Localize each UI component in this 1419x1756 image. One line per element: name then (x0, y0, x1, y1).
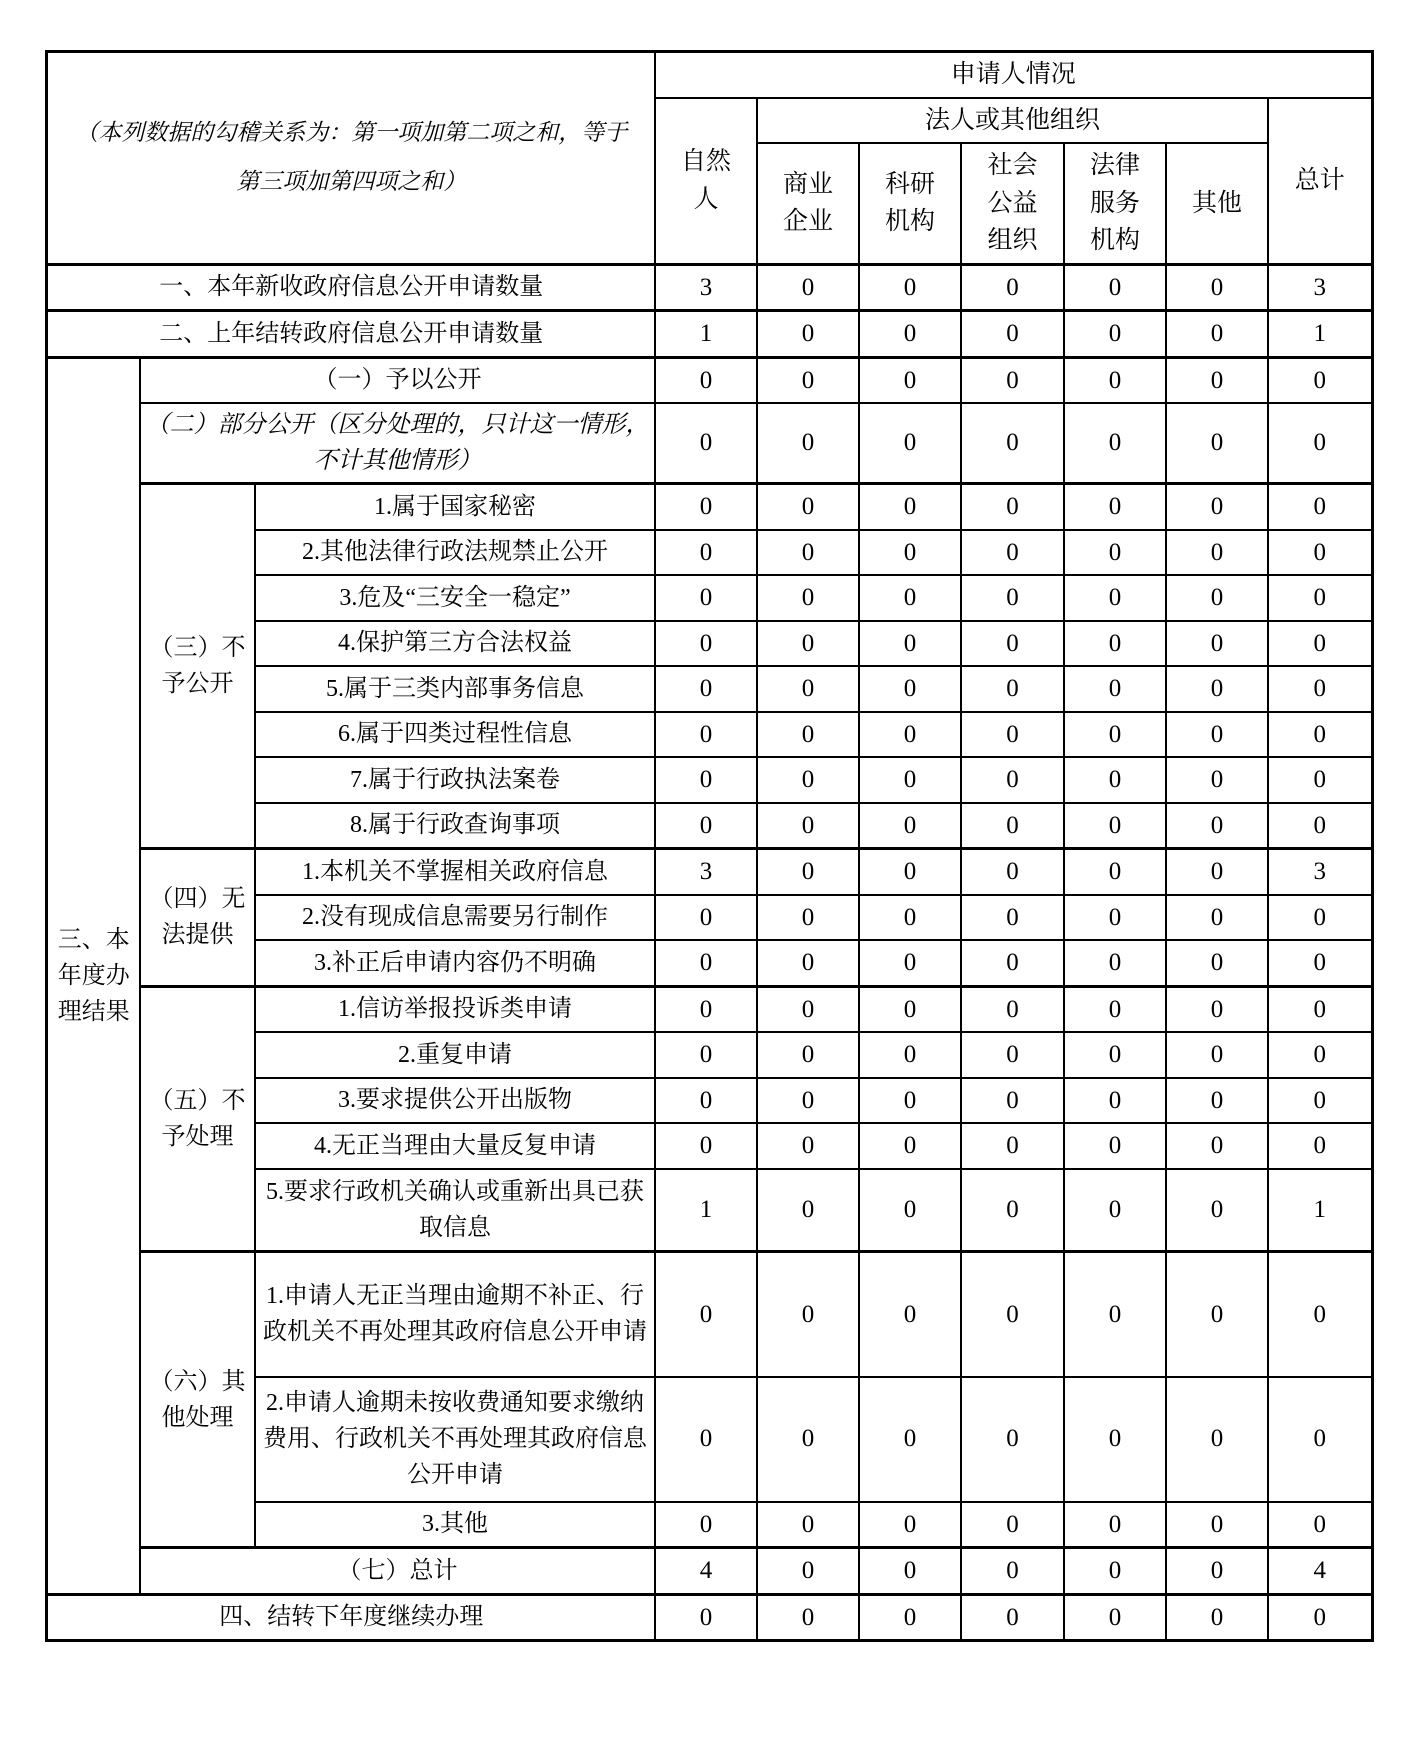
value-cell: 0 (757, 357, 859, 403)
value-cell: 0 (655, 757, 757, 803)
value-cell: 0 (757, 986, 859, 1032)
col-header-research: 科研机构 (859, 143, 961, 264)
row-label: 5.属于三类内部事务信息 (255, 666, 655, 712)
value-cell: 3 (655, 849, 757, 895)
row-label: 7.属于行政执法案卷 (255, 757, 655, 803)
value-cell: 0 (1268, 1032, 1372, 1078)
value-cell: 1 (655, 1169, 757, 1252)
value-cell: 0 (1064, 1252, 1166, 1377)
value-cell: 0 (1268, 575, 1372, 621)
value-cell: 0 (961, 986, 1064, 1032)
value-cell: 0 (1064, 357, 1166, 403)
value-cell: 0 (757, 1123, 859, 1169)
col-header-natural-person: 自然人 (655, 98, 757, 265)
col-header-commercial: 商业企业 (757, 143, 859, 264)
row-label: 2.没有现成信息需要另行制作 (255, 895, 655, 941)
group-label-section3: 三、本年度办理结果 (47, 357, 140, 1594)
value-cell: 0 (757, 311, 859, 358)
col-header-social-welfare: 社会公益组织 (961, 143, 1064, 264)
value-cell: 0 (859, 1502, 961, 1548)
value-cell: 0 (1064, 1594, 1166, 1641)
row-label: 3.要求提供公开出版物 (255, 1078, 655, 1124)
row-label: 1.申请人无正当理由逾期不补正、行政机关不再处理其政府信息公开申请 (255, 1252, 655, 1377)
value-cell: 0 (1166, 1032, 1268, 1078)
value-cell: 0 (961, 666, 1064, 712)
value-cell: 0 (655, 403, 757, 484)
value-cell: 0 (757, 849, 859, 895)
row-label: 5.要求行政机关确认或重新出具已获取信息 (255, 1169, 655, 1252)
value-cell: 4 (655, 1548, 757, 1595)
row-label: 6.属于四类过程性信息 (255, 712, 655, 758)
value-cell: 0 (1064, 895, 1166, 941)
disclosure-report-table (45, 50, 1373, 1642)
value-cell: 0 (1268, 803, 1372, 849)
value-cell: 0 (1064, 1032, 1166, 1078)
row-label: 一、本年新收政府信息公开申请数量 (47, 264, 655, 311)
value-cell: 0 (1064, 803, 1166, 849)
value-cell: 0 (961, 803, 1064, 849)
value-cell: 0 (757, 530, 859, 576)
header-legal-person-group: 法人或其他组织 (757, 98, 1268, 144)
value-cell: 0 (1166, 1078, 1268, 1124)
value-cell: 0 (1166, 1169, 1268, 1252)
value-cell: 0 (1268, 757, 1372, 803)
row-label: 2.其他法律行政法规禁止公开 (255, 530, 655, 576)
value-cell: 0 (1166, 1502, 1268, 1548)
value-cell: 0 (655, 986, 757, 1032)
value-cell: 0 (757, 575, 859, 621)
value-cell: 0 (757, 1169, 859, 1252)
col-header-other: 其他 (1166, 143, 1268, 264)
value-cell: 0 (859, 1548, 961, 1595)
value-cell: 0 (961, 484, 1064, 530)
value-cell: 0 (859, 986, 961, 1032)
value-cell: 0 (1166, 1594, 1268, 1641)
value-cell: 0 (859, 403, 961, 484)
value-cell: 0 (1268, 1502, 1372, 1548)
group-label-sub5: （五）不予处理 (140, 986, 255, 1252)
value-cell: 0 (1064, 575, 1166, 621)
value-cell: 4 (1268, 1548, 1372, 1595)
value-cell: 0 (961, 403, 1064, 484)
value-cell: 0 (1166, 849, 1268, 895)
value-cell: 0 (757, 803, 859, 849)
row-label: 3.其他 (255, 1502, 655, 1548)
value-cell: 0 (859, 357, 961, 403)
value-cell: 0 (757, 621, 859, 667)
value-cell: 0 (655, 1502, 757, 1548)
value-cell: 0 (757, 403, 859, 484)
value-cell: 0 (757, 666, 859, 712)
value-cell: 0 (757, 1252, 859, 1377)
value-cell: 0 (757, 895, 859, 941)
value-cell: 0 (1064, 403, 1166, 484)
value-cell: 0 (961, 575, 1064, 621)
value-cell: 0 (961, 311, 1064, 358)
col-header-legal-service: 法律服务机构 (1064, 143, 1166, 264)
value-cell: 0 (859, 1078, 961, 1124)
value-cell: 0 (1064, 849, 1166, 895)
value-cell: 0 (859, 484, 961, 530)
value-cell: 0 (961, 940, 1064, 986)
value-cell: 0 (1268, 712, 1372, 758)
value-cell: 0 (1166, 530, 1268, 576)
value-cell: 0 (655, 940, 757, 986)
row-label: 1.本机关不掌握相关政府信息 (255, 849, 655, 895)
value-cell: 0 (859, 1123, 961, 1169)
value-cell: 0 (1064, 1548, 1166, 1595)
value-cell: 0 (1166, 403, 1268, 484)
value-cell: 0 (1064, 1078, 1166, 1124)
row-label: 4.保护第三方合法权益 (255, 621, 655, 667)
header-applicant-situation: 申请人情况 (655, 52, 1372, 98)
col-header-total: 总计 (1268, 98, 1372, 265)
value-cell: 0 (1064, 484, 1166, 530)
value-cell: 0 (961, 264, 1064, 311)
value-cell: 0 (1064, 1123, 1166, 1169)
value-cell: 0 (859, 621, 961, 667)
value-cell: 0 (655, 803, 757, 849)
value-cell: 0 (1166, 264, 1268, 311)
value-cell: 0 (655, 712, 757, 758)
value-cell: 0 (655, 1078, 757, 1124)
value-cell: 0 (1166, 757, 1268, 803)
value-cell: 0 (655, 530, 757, 576)
value-cell: 3 (1268, 849, 1372, 895)
value-cell: 0 (1166, 311, 1268, 358)
reconciliation-note: （本列数据的勾稽关系为：第一项加第二项之和，等于第三项加第四项之和） (47, 52, 655, 265)
value-cell: 0 (1268, 621, 1372, 667)
row-label: （七）总计 (140, 1548, 655, 1595)
group-label-sub3: （三）不予公开 (140, 484, 255, 849)
value-cell: 0 (1166, 1377, 1268, 1502)
value-cell: 0 (1166, 986, 1268, 1032)
value-cell: 0 (1268, 357, 1372, 403)
value-cell: 0 (1064, 986, 1166, 1032)
value-cell: 3 (655, 264, 757, 311)
value-cell: 0 (757, 264, 859, 311)
value-cell: 0 (655, 1123, 757, 1169)
value-cell: 0 (1268, 403, 1372, 484)
value-cell: 0 (757, 712, 859, 758)
value-cell: 0 (1268, 1078, 1372, 1124)
value-cell: 0 (961, 530, 1064, 576)
value-cell: 0 (859, 1169, 961, 1252)
value-cell: 0 (961, 1594, 1064, 1641)
value-cell: 0 (1166, 666, 1268, 712)
value-cell: 0 (961, 1548, 1064, 1595)
value-cell: 0 (757, 1377, 859, 1502)
value-cell: 0 (859, 803, 961, 849)
value-cell: 0 (961, 1252, 1064, 1377)
value-cell: 0 (655, 666, 757, 712)
value-cell: 0 (1064, 1377, 1166, 1502)
value-cell: 0 (1064, 264, 1166, 311)
row-label: 二、上年结转政府信息公开申请数量 (47, 311, 655, 358)
value-cell: 0 (1166, 484, 1268, 530)
row-label: 8.属于行政查询事项 (255, 803, 655, 849)
value-cell: 0 (1064, 666, 1166, 712)
value-cell: 0 (961, 357, 1064, 403)
value-cell: 0 (757, 1548, 859, 1595)
value-cell: 0 (1166, 1252, 1268, 1377)
value-cell: 0 (655, 575, 757, 621)
value-cell: 0 (655, 895, 757, 941)
value-cell: 0 (1064, 757, 1166, 803)
value-cell: 0 (961, 849, 1064, 895)
row-label: 2.重复申请 (255, 1032, 655, 1078)
value-cell: 0 (859, 311, 961, 358)
value-cell: 0 (757, 1594, 859, 1641)
value-cell: 0 (859, 849, 961, 895)
value-cell: 0 (1064, 530, 1166, 576)
value-cell: 0 (1166, 803, 1268, 849)
value-cell: 0 (1268, 1252, 1372, 1377)
value-cell: 0 (655, 621, 757, 667)
value-cell: 1 (1268, 311, 1372, 358)
value-cell: 0 (859, 895, 961, 941)
value-cell: 0 (961, 1123, 1064, 1169)
row-label: 3.补正后申请内容仍不明确 (255, 940, 655, 986)
row-label: （二）部分公开（区分处理的，只计这一情形，不计其他情形） (140, 403, 655, 484)
value-cell: 0 (655, 357, 757, 403)
value-cell: 0 (655, 484, 757, 530)
value-cell: 0 (1166, 940, 1268, 986)
value-cell: 0 (859, 1032, 961, 1078)
group-label-sub4: （四）无法提供 (140, 849, 255, 987)
group-label-sub6: （六）其他处理 (140, 1252, 255, 1548)
value-cell: 0 (1268, 1377, 1372, 1502)
row-label: 1.信访举报投诉类申请 (255, 986, 655, 1032)
value-cell: 0 (859, 940, 961, 986)
value-cell: 0 (859, 1252, 961, 1377)
value-cell: 0 (655, 1032, 757, 1078)
value-cell: 0 (757, 1032, 859, 1078)
value-cell: 0 (859, 757, 961, 803)
value-cell: 0 (1064, 311, 1166, 358)
value-cell: 0 (757, 1078, 859, 1124)
value-cell: 0 (757, 757, 859, 803)
value-cell: 0 (961, 1078, 1064, 1124)
row-label: 4.无正当理由大量反复申请 (255, 1123, 655, 1169)
value-cell: 1 (1268, 1169, 1372, 1252)
value-cell: 0 (1268, 1123, 1372, 1169)
value-cell: 0 (859, 264, 961, 311)
value-cell: 0 (757, 940, 859, 986)
value-cell: 0 (1064, 621, 1166, 667)
value-cell: 0 (961, 757, 1064, 803)
value-cell: 0 (859, 575, 961, 621)
value-cell: 0 (961, 1502, 1064, 1548)
row-label: 1.属于国家秘密 (255, 484, 655, 530)
value-cell: 0 (859, 530, 961, 576)
value-cell: 1 (655, 311, 757, 358)
value-cell: 0 (1166, 1548, 1268, 1595)
value-cell: 0 (961, 621, 1064, 667)
value-cell: 0 (1166, 1123, 1268, 1169)
value-cell: 0 (1268, 895, 1372, 941)
value-cell: 0 (1268, 530, 1372, 576)
value-cell: 0 (1166, 621, 1268, 667)
value-cell: 0 (1166, 895, 1268, 941)
value-cell: 0 (1268, 986, 1372, 1032)
value-cell: 0 (859, 712, 961, 758)
value-cell: 0 (1064, 1169, 1166, 1252)
row-label: 2.申请人逾期未按收费通知要求缴纳费用、行政机关不再处理其政府信息公开申请 (255, 1377, 655, 1502)
value-cell: 0 (1166, 712, 1268, 758)
value-cell: 0 (961, 712, 1064, 758)
value-cell: 0 (757, 1502, 859, 1548)
row-label: 3.危及“三安全一稳定” (255, 575, 655, 621)
value-cell: 0 (655, 1252, 757, 1377)
value-cell: 0 (859, 1377, 961, 1502)
value-cell: 0 (1268, 666, 1372, 712)
value-cell: 0 (859, 666, 961, 712)
row-label: 四、结转下年度继续办理 (47, 1594, 655, 1641)
value-cell: 0 (961, 1169, 1064, 1252)
value-cell: 0 (1268, 1594, 1372, 1641)
value-cell: 3 (1268, 264, 1372, 311)
value-cell: 0 (1166, 357, 1268, 403)
value-cell: 0 (961, 1377, 1064, 1502)
value-cell: 0 (1064, 712, 1166, 758)
value-cell: 0 (961, 895, 1064, 941)
value-cell: 0 (655, 1377, 757, 1502)
value-cell: 0 (655, 1594, 757, 1641)
value-cell: 0 (1268, 940, 1372, 986)
row-label: （一）予以公开 (140, 357, 655, 403)
value-cell: 0 (757, 484, 859, 530)
value-cell: 0 (961, 1032, 1064, 1078)
value-cell: 0 (1064, 1502, 1166, 1548)
value-cell: 0 (1064, 940, 1166, 986)
value-cell: 0 (1166, 575, 1268, 621)
value-cell: 0 (859, 1594, 961, 1641)
value-cell: 0 (1268, 484, 1372, 530)
